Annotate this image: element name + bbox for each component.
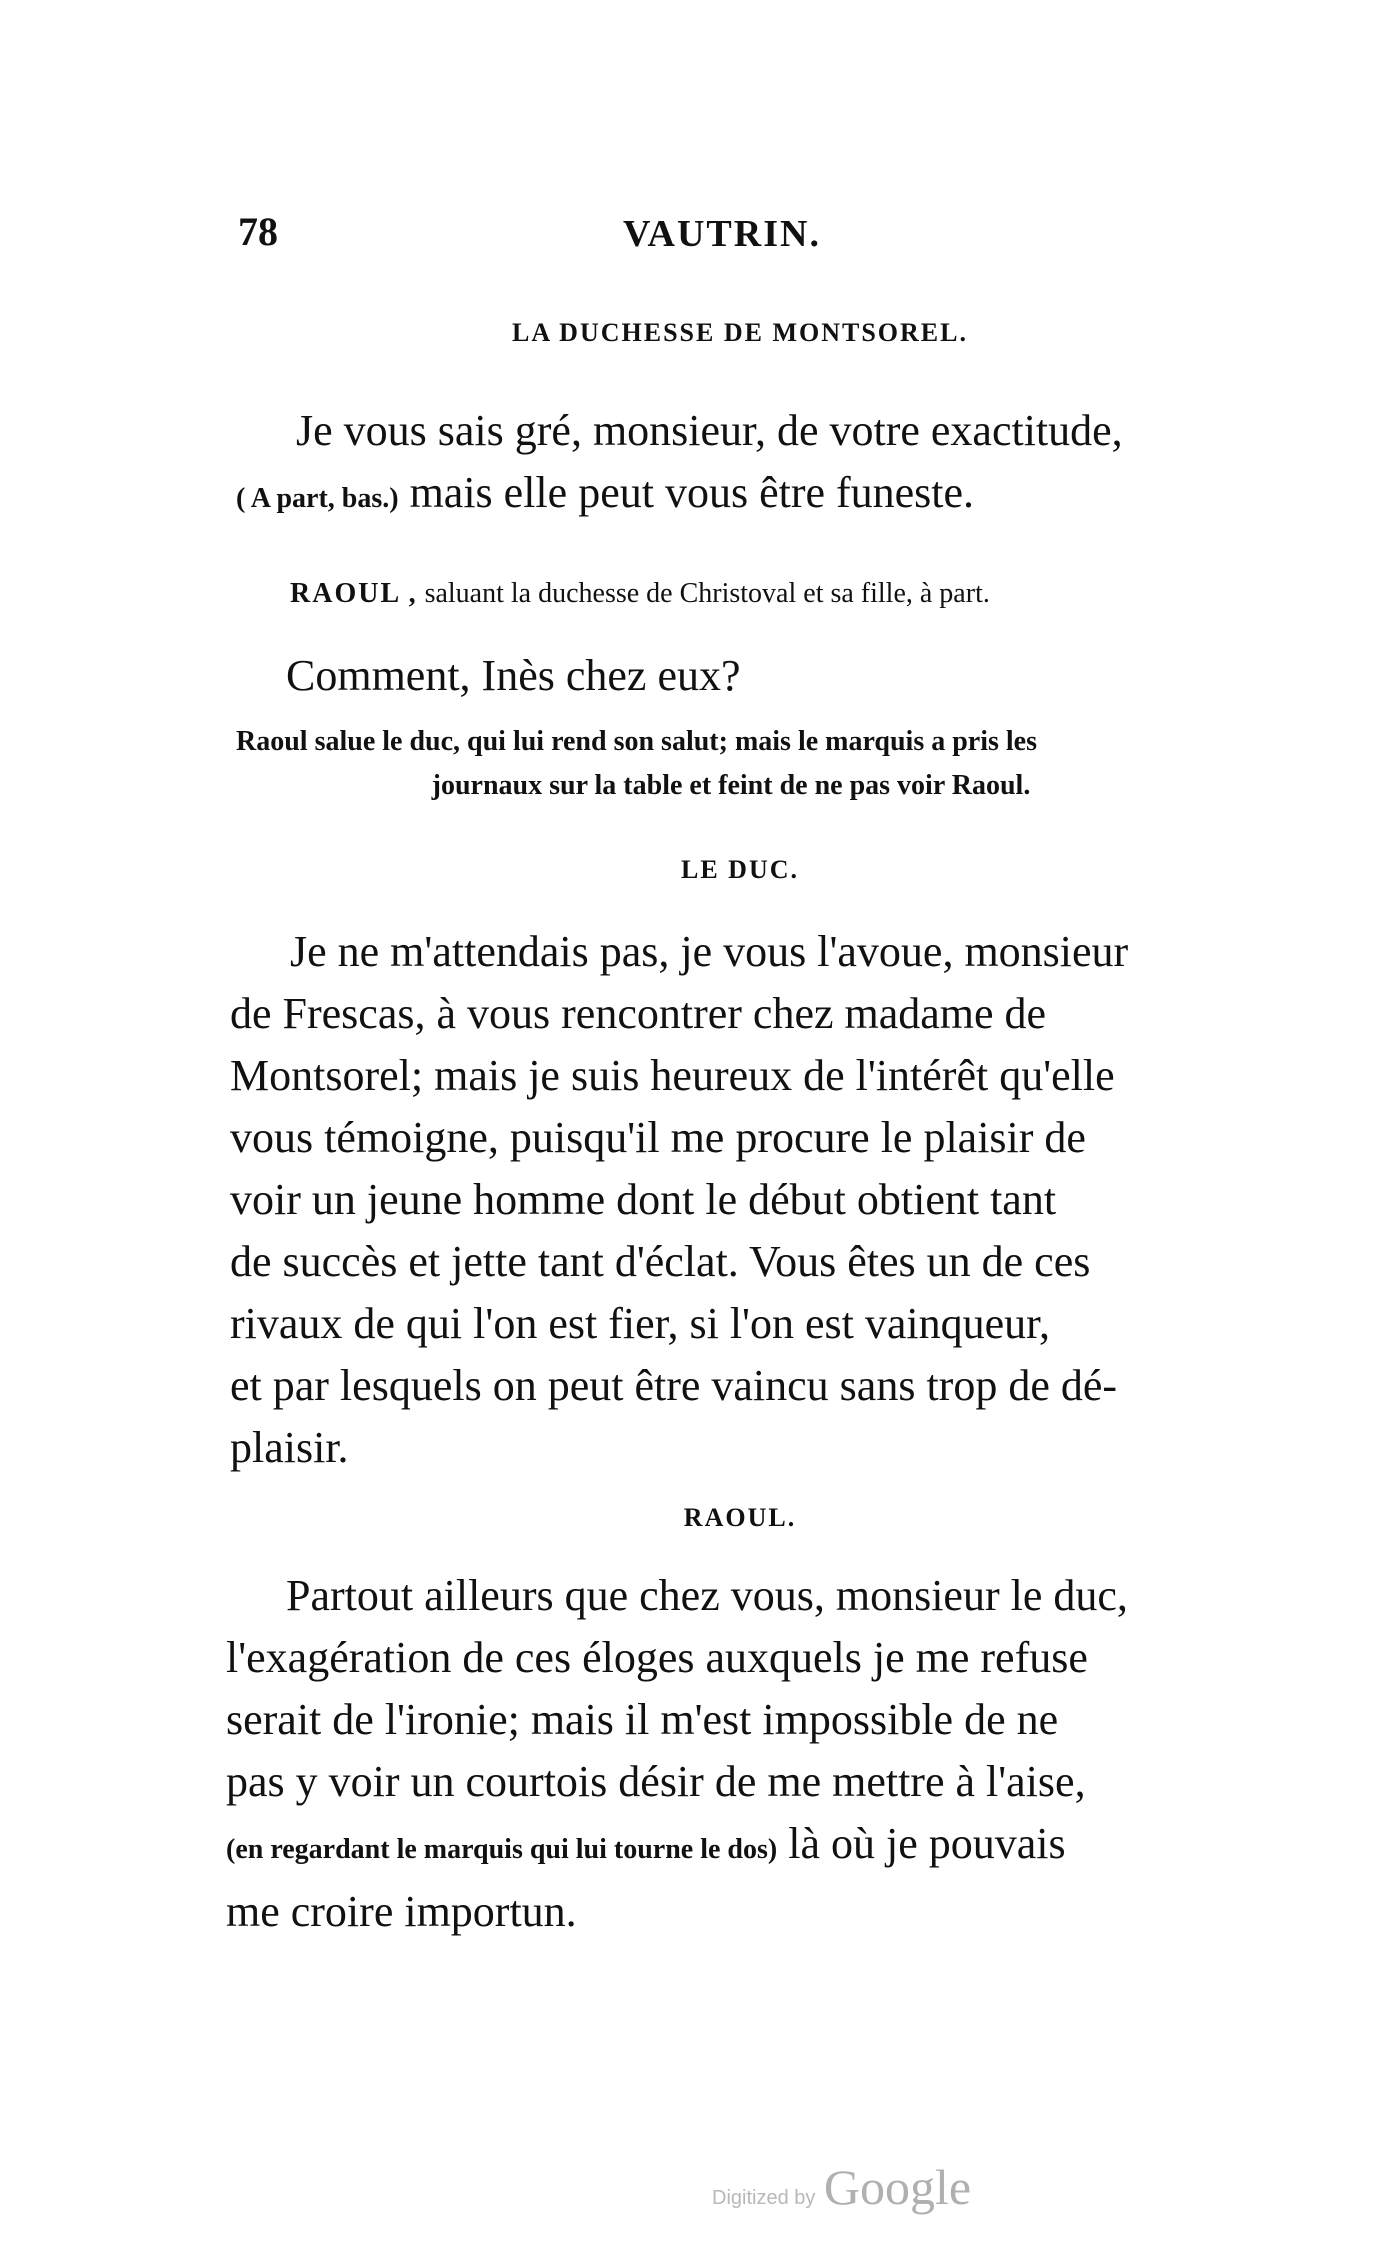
speech-line: Comment, Inès chez eux? xyxy=(286,651,741,700)
speech-line xyxy=(236,462,1226,530)
speech-line: Montsorel; mais je suis heureux de l'intérêt qu'elle xyxy=(230,1051,1115,1100)
speaker-inline-raoul: RAOUL , xyxy=(290,578,418,609)
stage-direction-salut xyxy=(236,720,1226,808)
digitized-watermark xyxy=(712,2158,971,2216)
stage-direction-line: Raoul salue le duc, qui lui rend son salut; mais le marquis a pris les xyxy=(236,726,1037,757)
google-logo: Google xyxy=(823,2159,972,2215)
stage-aside: (en regardant le marquis qui lui tourne le dos) xyxy=(226,1834,778,1865)
speech-line: pas y voir un courtois désir de me mettre à l'aise, xyxy=(226,1757,1086,1806)
speech-line: vous témoigne, puisqu'il me procure le plaisir de xyxy=(230,1113,1086,1162)
speaker-heading-duchesse: LA DUCHESSE DE MONTSOREL. xyxy=(512,318,968,347)
speech-line xyxy=(226,1813,1222,1881)
speech-duchesse xyxy=(236,400,1226,530)
page-header xyxy=(238,208,821,268)
speech-line: Je vous sais gré, monsieur, de votre exactitude, xyxy=(296,406,1123,455)
page-number: 78 xyxy=(238,209,278,254)
running-title: VAUTRIN. xyxy=(623,213,821,255)
speech-line: de succès et jette tant d'éclat. Vous êtes un de ces xyxy=(230,1237,1091,1286)
speaker-heading-raoul: RAOUL. xyxy=(683,1503,797,1532)
speech-duc xyxy=(230,921,1224,1479)
speech-line: voir un jeune homme dont le début obtient tant xyxy=(230,1175,1057,1224)
speech-line: serait de l'ironie; mais il m'est impossible de ne xyxy=(226,1695,1059,1744)
speech-line: rivaux de qui l'on est fier, si l'on est vainqueur, xyxy=(230,1299,1051,1348)
speech-raoul-aside xyxy=(286,645,741,707)
speech-line-text: là où je pouvais xyxy=(777,1819,1066,1868)
speech-line: de Frescas, à vous rencontrer chez madame de xyxy=(230,989,1047,1038)
speech-line: et par lesquels on peut être vaincu sans trop de dé- xyxy=(230,1361,1118,1410)
speaker-heading-duc: LE DUC. xyxy=(680,855,799,884)
speech-line: Partout ailleurs que chez vous, monsieur le duc, xyxy=(286,1571,1128,1620)
stage-direction-text: saluant la duchesse de Christoval et sa fille, à part. xyxy=(417,578,990,609)
speech-raoul xyxy=(226,1565,1222,1943)
stage-aside: ( A part, bas.) xyxy=(236,483,399,514)
stage-direction-line: journaux sur la table et feint de ne pas voir Raoul. xyxy=(431,770,1031,801)
speech-line: l'exagération de ces éloges auxquels je me refuse xyxy=(226,1633,1088,1682)
speech-line: me croire importun. xyxy=(226,1887,577,1936)
speech-line: Je ne m'attendais pas, je vous l'avoue, monsieur xyxy=(290,927,1129,976)
speech-line-text: mais elle peut vous être funeste. xyxy=(398,468,975,517)
watermark-prefix: Digitized by xyxy=(712,2187,816,2209)
stage-direction-raoul xyxy=(290,572,990,616)
speech-line: plaisir. xyxy=(230,1423,349,1472)
